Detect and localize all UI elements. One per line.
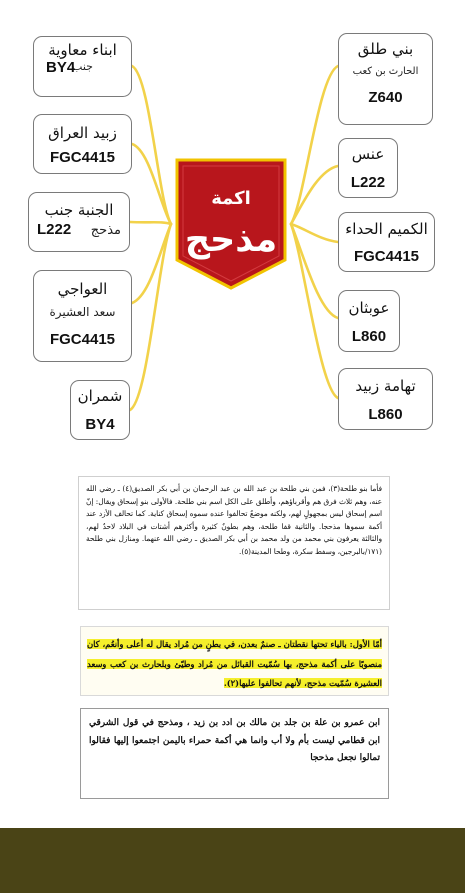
- center-badge: [171, 154, 291, 292]
- node-name: عنس: [351, 145, 385, 163]
- node-name: ابناء معاوية: [48, 41, 117, 59]
- node-code: FGC4415: [49, 149, 116, 166]
- node-left-3: [28, 192, 130, 252]
- book-excerpt-3: [80, 708, 389, 799]
- center-title-large: مذحج: [184, 220, 278, 260]
- connector-right-2: [291, 166, 338, 224]
- node-name: الجنبة جنب: [44, 201, 114, 219]
- node-code: FGC4415: [353, 248, 420, 265]
- node-right-3: [338, 212, 435, 272]
- connector-left-2: [132, 144, 171, 224]
- node-code: L860: [351, 328, 387, 345]
- node-right-1: [338, 33, 433, 125]
- connector-right-5: [291, 224, 338, 398]
- node-left-2: [33, 114, 132, 174]
- connector-left-3: [130, 222, 171, 224]
- node-name: تهامة زبيد: [355, 377, 416, 395]
- node-name: الكميم الحداء: [345, 220, 428, 238]
- excerpt-text-3: ابن عمرو بن علة بن جلد بن مالك بن ادد بن زيد ، ومذحج في قول الشرقي ابن قطامي ليست بأم ولا أب وانما هي أكمة حمراء باليمن اجتمعوا إليها فقالوا تمالوا نجعل مذحجا: [89, 718, 380, 763]
- bottom-band: [0, 828, 465, 893]
- node-code: L222: [350, 174, 386, 191]
- node-code: BY4: [85, 416, 115, 433]
- node-right-4: [338, 290, 400, 352]
- node-sub: مذحج: [90, 223, 121, 238]
- node-sub: جنب: [72, 60, 93, 73]
- node-code: BY4: [46, 59, 76, 76]
- center-title-small: اكمة: [211, 188, 251, 209]
- connector-right-4: [291, 224, 338, 318]
- node-name: زبيد العراق: [48, 124, 117, 142]
- connector-right-1: [291, 66, 338, 224]
- node-left-5: [70, 380, 130, 440]
- node-left-1: [33, 36, 132, 97]
- node-code: L222: [37, 221, 72, 238]
- node-sub: الحارث بن كعب: [352, 66, 419, 77]
- connector-left-4: [132, 224, 171, 303]
- connector-left-5: [130, 224, 171, 410]
- node-sub: سعد العشيرة: [49, 305, 116, 319]
- node-name: عوبثان: [348, 299, 390, 317]
- connector-left-1: [132, 66, 171, 224]
- excerpt-text-1: فأما بنو طلحة(٣)، فمن بني طلحة بن عبد الله بن عبد الرحمان بن أبي بكر الصديق(٤) ـ رضي الله عنه، وهم ثلاث فرق هم وأقرباؤهم، وأطلق على الكل اسم بني طلحة. فالأولى بنو إسحاق ويقال: إنّ اسم إسحاق ليس بمجهولٍ لهم، ولكنه موضعٌ تحالفوا عنده سموه إسحاق كناية. كما تحالف الأزد عند أكمة سموها مذحجا. والثانية قفا طلحة، وهم بطونٌ كثيرة وأكثرهم أشتات في البلاد لاحدٌ لهم، والثالثة يعرفون بني محمد من ولد محمد بن أبي بكر الصديق ـ رضي الله عنهما. ومنازل بني طلحة (١٧١/بالبرجين، وسفط سكرة، وطحا المدينة(٥).: [86, 484, 382, 556]
- book-excerpt-2: [80, 626, 389, 696]
- node-right-2: [338, 138, 398, 198]
- node-left-4: [33, 270, 132, 362]
- node-code: FGC4415: [49, 331, 116, 348]
- node-code: L860: [368, 406, 403, 423]
- excerpt-text-2-highlighted: أمّا الأول: بالياء تحتها نقطتان ـ صنمٌ بعدن، في بطنٍ من مُراد يقال له أعلى وأنعُم، كان منصوبًا على أكمة مذحج، بها سُمّيت القبائل من مُراد وطيّئ وبلحارث بن كعب وسعد العشيرة سُمّيت مذحج، لأنهم تحالفوا عليها(٢).: [87, 639, 382, 688]
- node-name: بني طلق: [357, 40, 414, 58]
- node-right-5: [338, 368, 433, 430]
- node-code: Z640: [368, 89, 403, 106]
- node-name: شمران: [77, 387, 123, 405]
- node-name: العواجي: [57, 280, 108, 298]
- book-excerpt-1: [78, 476, 390, 610]
